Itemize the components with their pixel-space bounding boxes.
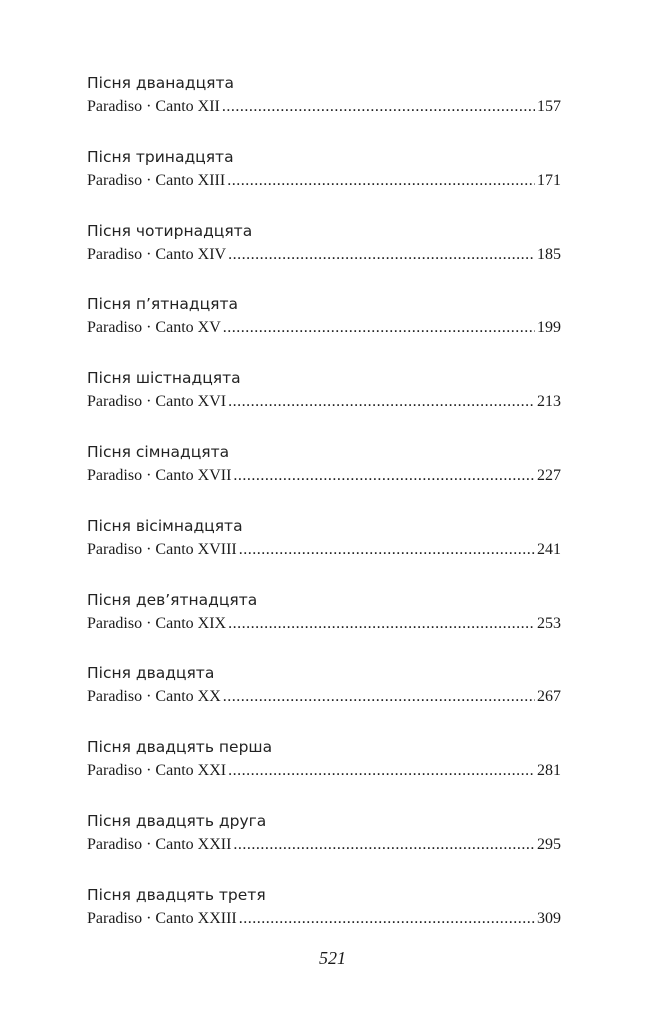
dot-leader [228, 612, 535, 636]
toc-entry-page-number: 199 [537, 319, 561, 337]
toc-entry [87, 146, 561, 220]
toc-entry [87, 515, 561, 589]
toc-entry-line [87, 538, 561, 562]
toc-entry-title: Paradiso · Canto XIX [87, 614, 227, 632]
toc-entry-line [87, 612, 561, 636]
dot-leader [239, 538, 535, 562]
toc-entry-ukrainian-title: Пісня двадцять друга [87, 811, 267, 830]
toc-entry-line [87, 907, 561, 931]
toc-entry-ukrainian-title: Пісня п’ятнадцята [87, 295, 239, 314]
toc-entry-page-number: 309 [537, 909, 561, 927]
dot-leader [223, 685, 535, 709]
toc-entry-title: Paradiso · Canto XX [87, 688, 221, 706]
toc-entry [87, 367, 561, 441]
toc-entry-page-number: 241 [537, 540, 561, 558]
toc-entry-ukrainian-title: Пісня сімнадцята [87, 442, 230, 461]
toc-entry-line [87, 685, 561, 709]
toc-entry-line [87, 759, 561, 783]
toc-entry [87, 736, 561, 810]
toc-entry-page-number: 267 [537, 688, 561, 706]
dot-leader [228, 390, 535, 414]
toc-entry-line [87, 833, 561, 857]
dot-leader [228, 243, 535, 267]
dot-leader [222, 95, 535, 119]
dot-leader [227, 169, 535, 193]
toc-entry-title: Paradiso · Canto XIV [87, 245, 227, 263]
toc-entry-title: Paradiso · Canto XXII [87, 835, 232, 853]
toc-entry-line [87, 316, 561, 340]
toc-entry-page-number: 213 [537, 393, 561, 411]
toc-entry [87, 662, 561, 736]
toc-entry-title: Paradiso · Canto XXI [87, 762, 227, 780]
toc-entry-ukrainian-title: Пісня шістнадцята [87, 369, 241, 388]
toc-entry-title: Paradiso · Canto XII [87, 98, 220, 115]
toc-entry-title: Paradiso · Canto XVII [87, 466, 232, 484]
toc-entry-line [87, 390, 561, 414]
toc-entry-title: Paradiso · Canto XIII [87, 171, 226, 189]
toc-entry [87, 810, 561, 884]
dot-leader [233, 833, 535, 857]
dot-leader [239, 907, 535, 931]
toc-entry-page-number: 281 [537, 762, 561, 780]
toc-entry-page-number: 185 [537, 245, 561, 263]
toc-entry-title: Paradiso · Canto XVIII [87, 540, 237, 558]
toc-entry [87, 293, 561, 367]
toc-entry-line [87, 464, 561, 488]
page-number: 521 [319, 948, 346, 968]
toc-entry-page-number: 253 [537, 614, 561, 632]
toc-entry [87, 220, 561, 294]
dot-leader [223, 316, 535, 340]
toc-entry-title: Paradiso · Canto XV [87, 319, 221, 337]
toc-entry [87, 441, 561, 515]
toc-entry [87, 589, 561, 663]
toc-entry-line [87, 169, 561, 193]
toc-entry-title: Paradiso · Canto XVI [87, 393, 227, 411]
toc-entry-line [87, 243, 561, 267]
toc-entry-ukrainian-title: Пісня дванадцята [87, 74, 234, 92]
toc-entry-ukrainian-title: Пісня двадцять третя [87, 885, 266, 904]
toc-entry-page-number: 295 [537, 835, 561, 853]
toc-entry-page-number: 157 [537, 98, 561, 115]
table-of-contents [87, 72, 561, 958]
toc-entry-ukrainian-title: Пісня чотирнадцята [87, 221, 253, 240]
toc-entry-line [87, 95, 561, 119]
dot-leader [233, 464, 535, 488]
toc-entry-ukrainian-title: Пісня тринадцята [87, 147, 234, 166]
toc-entry-ukrainian-title: Пісня двадцять перша [87, 738, 273, 757]
toc-entry [87, 72, 561, 146]
toc-entry-page-number: 171 [537, 171, 561, 189]
dot-leader [228, 759, 535, 783]
toc-entry-ukrainian-title: Пісня дев’ятнадцята [87, 590, 258, 609]
toc-entry-ukrainian-title: Пісня вісімнадцята [87, 516, 243, 535]
toc-entry-page-number: 227 [537, 466, 561, 484]
toc-entry-title: Paradiso · Canto XXIII [87, 909, 237, 927]
toc-entry-ukrainian-title: Пісня двадцята [87, 664, 215, 683]
